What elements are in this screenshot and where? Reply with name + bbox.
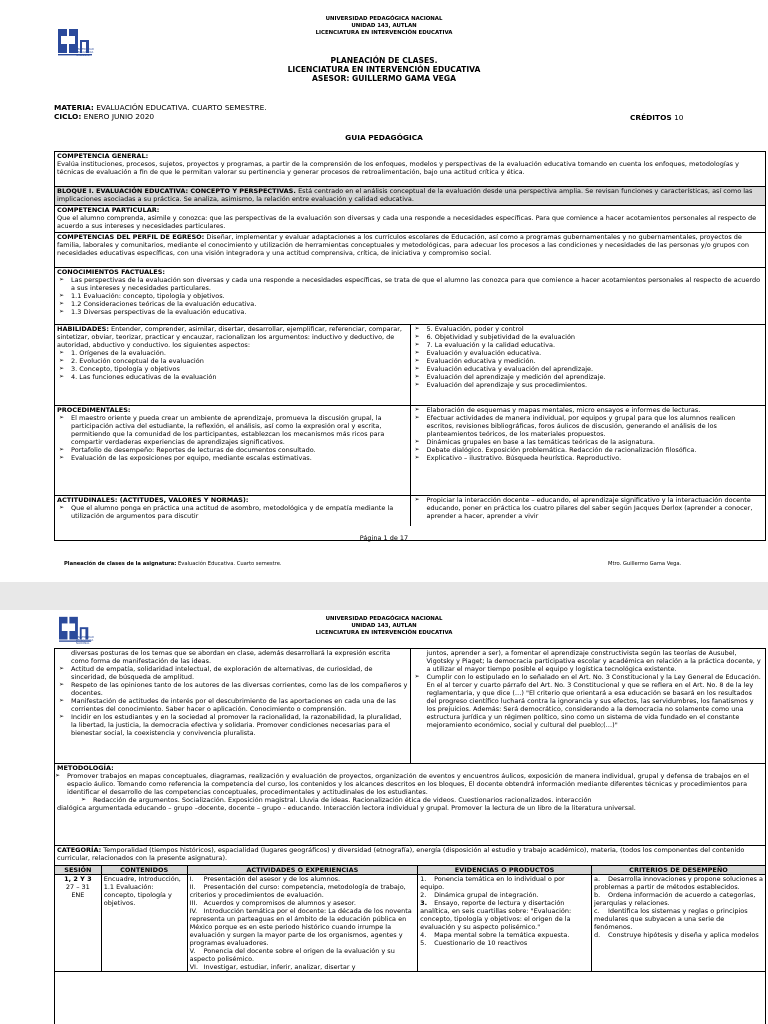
- list-item: ➢ Portafolio de desempeño: Reportes de lecturas de documentos consultado.: [71, 446, 408, 454]
- list-item: ➢ Las perspectivas de la evaluación son diversas y cada una responde a necesidades específicas, se trata de que el alumno las conozca para que comience a hacer acotamientos personales al respecto de acuerdo a sus intereses y necesidades particulares.: [71, 276, 763, 292]
- factuales-list: [57, 276, 763, 316]
- header-actividades: ACTIVIDADES O EXPERIENCIAS: [187, 866, 417, 875]
- list-item: ➢ 3. Concepto, tipología y objetivos: [71, 365, 408, 373]
- actitudinales: [55, 496, 765, 526]
- list-item: ➢ Redacción de argumentos. Socialización. Exposición magistral. Lluvia de ideas. Racionalización ética de videos. Cuestionarios racionalizados. interacción: [93, 796, 763, 804]
- metodologia-label: METODOLOGÍA:: [57, 764, 114, 772]
- logo-text: UNIVERSIDAD PEDAGÓGICA NACIONAL: [76, 48, 94, 57]
- title-asesor: ASESOR: GUILLERMO GAMA VEGA: [312, 74, 456, 83]
- unit-name: UNIDAD 143, AUTLAN: [351, 23, 417, 29]
- list-item: ➢ Evaluación educativa y medición.: [427, 357, 764, 365]
- procedimentales-left: [55, 406, 411, 495]
- page-2: [0, 610, 768, 1024]
- list-item: ➢ El maestro oriente y pueda crear un ambiente de aprendizaje, promueva la discusión grupal, la participación activa del estudiante, la reflexión, el análisis, así como la expresión oral y escrita, permitiendo que la comunidad de los participantes, establezcan los mecanismos más ricos para compartir verdaderas experiencias de aprendizajes significativos.: [71, 414, 408, 446]
- program-name: LICENCIATURA EN INTERVENCIÓN EDUCATIVA: [315, 630, 453, 636]
- list-item: ➢ 1.2 Consideraciones teóricas de la evaluación educativa.: [71, 300, 763, 308]
- footer-left-value: Evaluación Educativa. Cuarto semestre.: [177, 561, 282, 567]
- list-item: ➢ Manifestación de actitudes de interés por el descubrimiento de las aportaciones en cada una de las corrientes del conocimiento. Saber hacer o aplicación. Conocimiento o comprensión.: [71, 697, 408, 713]
- metodologia-tail: dialógica argumentada educando – grupo –docente, docente – grupo - educando. Interacción lectora individual y grupal. Promover la lectura de un libro de la literatura universal.: [57, 804, 636, 812]
- university-name: UNIVERSIDAD PEDAGÓGICA NACIONAL: [325, 616, 443, 622]
- actitudinales-cont-left: [55, 649, 411, 763]
- list-item: ➢ 6. Objetividad y subjetividad de la evaluación: [427, 333, 764, 341]
- criteria-item: d. Construye hipótesis y diseña y aplica modelos: [594, 931, 759, 939]
- metodologia-list: [57, 772, 763, 796]
- metodologia: [55, 764, 765, 846]
- header-evidencias: EVIDENCIAS O PRODUCTOS: [418, 866, 592, 875]
- evidence-item: 4. Mapa mental sobre la temática expuesta.: [420, 931, 570, 939]
- list-item: ➢ Dinámicas grupales en base a las temáticas teóricas de la asignatura.: [427, 438, 764, 446]
- program-name: LICENCIATURA EN INTERVENCIÓN EDUCATIVA: [315, 30, 453, 36]
- factuales-label: CONOCIMIENTOS FACTUALES:: [57, 268, 166, 276]
- evidence-item: 1. Ponencia temática en lo individual o por equipo.: [420, 875, 565, 891]
- creditos-value: 10: [674, 113, 684, 122]
- header-criterios: CRITERIOS DE DESEMPEÑO: [592, 866, 766, 875]
- activity-item: IV. Introducción temática por el docente: La década de los noventa representa un parteaguas en el ámbito de la educación pública en México porque es en este periodo histórico cuando irrumpe la evaluación y surgen la mayor parte de los organismos, agentes y programas evaluadores.: [189, 907, 412, 947]
- activity-item: VI. Investigar, estudiar, inferir, analizar, disertar y: [189, 963, 356, 971]
- list-item: ➢ Respeto de las opiniones tanto de los autores de las diversas corrientes, como las de los compañeros y docentes.: [71, 681, 408, 697]
- evidence-item: 3. Ensayo, reporte de lectura y disertación analítica, en seis cuartillas sobre: "Evaluación: concepto, tipología y objetivos: el origen de la evaluación y su aspecto polisémico.": [420, 899, 572, 931]
- competencia-general-label: COMPETENCIA GENERAL:: [57, 152, 149, 160]
- habilidades-text: Entender, comprender, asimilar, disertar, desarrollar, ejemplificar, referenciar, comparar, sintetizar, obviar, teorizar, practicar y encauzar, racionalizan los argumentos: inductivo y deductivo, de autoridad, abductivo y conductivo. los siguientes aspectos:: [57, 325, 402, 349]
- ciclo-value: ENERO JUNIO 2020: [83, 112, 155, 121]
- list-item: ➢ Evaluación del aprendizaje y medición del aprendizaje.: [427, 373, 764, 381]
- perfil-text: Diseñar, implementar y evaluar adaptaciones a los currículos escolares de Educación, así como a programas gubernamentales y no gubernamentales, proyectos de familia, laborales y comunitarios, mediante el conocimiento y utilización de herramientas conceptuales y metodológicas, para adecuar los procesos a las condiciones y necesidades de las personas y/o grupos con necesidades educativas específicas, con una visión integradora y una actitud comprensiva, crítica, de iniciativa y compromiso social.: [57, 233, 749, 257]
- evidence-item: 5. Cuestionario de 10 reactivos: [420, 939, 528, 947]
- title-licenciatura: LICENCIATURA EN INTERVENCIÓN EDUCATIVA: [287, 65, 481, 74]
- header-contenidos: CONTENIDOS: [101, 866, 187, 875]
- list-item: ➢ Cumplir con lo estipulado en lo señalado en el Art. No. 3 Constitucional y la Ley General de Educación. En el al tercer y cuarto párrafo del Art. No. 3 Constitucional y que se refiera en el Art. No. 8 de la ley reglamentaria, y que dice (…) "El criterio que orientará a esa educación se basará en los resultados del progreso científico luchará contra la ignorancia y sus efectos, las servidumbres, los fanatismos y los prejuicios. Además: Será democrático, considerando a la democracia no solamente como una estructura jurídica y un régimen político, sino como un sistema de vida fundado en el constante mejoramiento económico, social y cultural del pueblo;(…)": [427, 673, 764, 729]
- competencias-box: [54, 151, 766, 541]
- list-item: ➢ Evaluación y evaluación educativa.: [427, 349, 764, 357]
- metodologia-sublist: [57, 796, 763, 804]
- list-item: ➢ 1.1 Evaluación: concepto, tipología y objetivos.: [71, 292, 763, 300]
- actitudinales-cont-right: [411, 649, 766, 763]
- materia-line: [54, 103, 267, 112]
- list-item: ➢ Evaluación educativa y evaluación del aprendizaje.: [427, 365, 764, 373]
- habilidades-label: HABILIDADES:: [57, 325, 109, 333]
- habilidades-left: [55, 325, 411, 405]
- materia-label: MATERIA:: [54, 103, 94, 112]
- list-item: ➢ 4. Las funciones educativas de la evaluación: [71, 373, 408, 381]
- list-item: ➢ Propiciar la interacción docente – educando, el aprendizaje significativo y la interactuación docente educando, poner en práctica los cuatro pilares del saber según Jacques Derlox (aprender a conocer, aprender a hacer, aprender a vivir: [427, 496, 764, 520]
- competencia-particular: [55, 206, 765, 233]
- criteria-item: b. Ordena información de acuerdo a categorías, jerarquías y relaciones.: [594, 891, 756, 907]
- procedimentales-label: PROCEDIMENTALES:: [57, 406, 131, 414]
- criteria-item: a. Desarrolla innovaciones y propone soluciones a problemas a partir de métodos establecidos.: [594, 875, 763, 891]
- activity-item: II. Presentación del curso: competencia, metodología de trabajo, criterios y procedimientos de evaluación.: [189, 883, 406, 899]
- header-sesion: SESIÓN: [55, 866, 102, 875]
- table-row: [55, 875, 766, 972]
- competencia-general: [55, 152, 765, 187]
- actitudinales-cont-right-list: [413, 673, 764, 729]
- list-item: ➢ Promover trabajos en mapas conceptuales, diagramas, realización y evaluación de proyectos, organización de eventos y encuentros áulicos, exposición de manera individual, grupal y defensa de trabajos en el espacio áulico. Tomando como referencia la competencia del curso, los contenidos y los alcances descritos en los bloques, El docente obtendrá información mediante diferentes técnicas y procedimientos para identificar el desarrollo de las competencias conceptuales, procedimentales y actitudinales de los estudiantes.: [67, 772, 763, 796]
- title-planeacion: PLANEACIÓN DE CLASES.: [330, 56, 438, 65]
- footer-left: [64, 561, 464, 567]
- criteria-item: c. Identifica los sistemas y reglas o principios medulares que subyacen a una serie de fenómenos.: [594, 907, 748, 931]
- actitudinales-right-list: [413, 496, 764, 520]
- logo-text: UNIVERSIDAD PEDAGÓGICA NACIONAL: [76, 636, 94, 645]
- procedimentales-right: [411, 406, 766, 495]
- list-item: ➢ Efectuar actividades de manera individual, por equipos y grupal para que los alumnos realicen escritos, revisiones bibliográficas, foros áulicos de discusión, generando el análisis de los planteamientos teóricos, de los materiales propuestos.: [427, 414, 764, 438]
- actitudinales-left-list: [57, 504, 408, 520]
- competencia-general-text: Evalúa instituciones, procesos, sujetos, proyectos y programas, a partir de la comprensión de los enfoques, modelos y perspectivas de la evaluación educativa tomando en cuenta los enfoques, metodologías y técnicas de evaluación a fin de que le permitan valorar su pertinencia y generar procesos de retroalimentación, bajo una actitud crítica y ética.: [57, 160, 739, 176]
- guia-title: GUIA PEDAGÓGICA: [345, 133, 423, 142]
- habilidades-left-list: [57, 349, 408, 381]
- creditos-label: CRÉDITOS: [630, 113, 672, 122]
- activity-item: III. Acuerdos y compromisos de alumnos y asesor.: [189, 899, 356, 907]
- list-item: ➢ 7. La evaluación y la calidad educativa.: [427, 341, 764, 349]
- categoria: [55, 846, 765, 865]
- categoria-label: CATEGORÍA:: [57, 846, 102, 854]
- unit-name: UNIDAD 143, AUTLAN: [351, 623, 417, 629]
- cell-evidencias: [418, 875, 592, 972]
- table-header-row: [55, 866, 766, 875]
- sessions-table: [54, 865, 766, 972]
- actitudinales-cont-left-list: [57, 665, 408, 737]
- list-item: ➢ Explicativo – ilustrativo. Búsqueda heurística. Reproductivo.: [427, 454, 764, 462]
- list-item: ➢ Evaluación del aprendizaje y sus procedimientos.: [427, 381, 764, 389]
- list-item: ➢ Evaluación de las exposiciones por equipo, mediante escalas estimativas.: [71, 454, 408, 462]
- habilidades: [55, 325, 765, 406]
- list-item: ➢ Debate dialógico. Exposición problemática. Redacción de racionalización filosófica.: [427, 446, 764, 454]
- creditos-line: [630, 113, 683, 122]
- actitudinales-cont-right-top: juntos, aprender a ser), a fomentar el aprendizaje constructivista según las teorías de Ausubel, Vigotsky y Piaget; la democracia participativa escolar y académica en relación a la práctica docente, y a utilizar el mayor tiempo posible el equipo y logística tecnológica existente.: [426, 649, 761, 673]
- actitudinales-cont-left-top: diversas posturas de los temas que se abordan en clase, además desarrollará la expresión escrita como forma de manifestación de las ideas.: [71, 649, 391, 665]
- list-item: ➢ 2. Evolución conceptual de la evaluación: [71, 357, 408, 365]
- procedimentales-left-list: [57, 414, 408, 462]
- list-item: ➢ 1. Orígenes de la evaluación.: [71, 349, 408, 357]
- footer-left-label: Planeación de clases de la asignatura:: [64, 561, 177, 567]
- actitudinales-continued: [55, 649, 765, 764]
- competencia-particular-text: Que el alumno comprenda, asimile y conozca: que las perspectivas de la evaluación son diversas y cada una responde a necesidades específicas. Para que comience a hacer acotamientos personales al respecto de acuerdo a sus intereses y necesidades particulares.: [57, 214, 757, 230]
- procedimentales: [55, 406, 765, 496]
- habilidades-right-list: [413, 325, 764, 389]
- habilidades-right: [411, 325, 766, 405]
- page-number: Página 1 de 17: [359, 534, 409, 542]
- list-item: ➢ Actitud de empatía, solidaridad intelectual, de exploración de alternativas, de curiosidad, de sinceridad, de búsqueda de amplitud.: [71, 665, 408, 681]
- page-divider: [0, 582, 768, 610]
- activity-item: V. Ponencia del docente sobre el origen de la evaluación y su aspecto polisémico.: [189, 947, 395, 963]
- evidence-item: 2. Dinámica grupal de integración.: [420, 891, 539, 899]
- competencia-particular-label: COMPETENCIA PARTICULAR:: [57, 206, 160, 214]
- university-name: UNIVERSIDAD PEDAGÓGICA NACIONAL: [325, 16, 443, 22]
- cell-contenidos: Encuadre, Introducción, 1.1 Evaluación: concepto, tipología y objetivos.: [101, 875, 187, 972]
- footer-right: Mtro. Guillermo Gama Vega.: [608, 561, 682, 567]
- list-item: ➢ 1.3 Diversas perspectivas de la evaluación educativa.: [71, 308, 763, 316]
- session-month: ENE: [71, 891, 85, 899]
- ciclo-label: CICLO:: [54, 112, 82, 121]
- bloque-i-text: Está centrado en el análisis conceptual de la evaluación desde una perspectiva amplia. Se revisan funciones y características, así como las implicaciones asociadas a su práctica. Se analiza, asimismo, la relación entre evaluación y calidad educativa.: [57, 187, 753, 203]
- categoria-text: Temporalidad (tiempos históricos), espacialidad (lugares geográficos) y diversidad (etnografía), energía (disposición al estudio y trabajo académico), materia, (todos los componentes del contenido curricular, relacionados con la presente asignatura).: [57, 846, 745, 862]
- actitudinales-label: ACTITUDINALES: (ACTITUDES, VALORES Y NORMAS):: [57, 496, 249, 504]
- ciclo-line: [54, 112, 154, 121]
- actitudinales-right: [411, 496, 766, 526]
- bloque-i-label: BLOQUE I. EVALUACIÓN EDUCATIVA: CONCEPTO Y PERSPECTIVAS.: [57, 187, 296, 195]
- activity-item: I. Presentación del asesor y de los alumnos.: [189, 875, 341, 883]
- procedimentales-right-list: [413, 406, 764, 462]
- perfil-label: COMPETENCIAS DEL PERFIL DE EGRESO:: [57, 233, 205, 241]
- materia-value: EVALUACIÓN EDUCATIVA. CUARTO SEMESTRE.: [96, 103, 267, 112]
- cell-actividades: [187, 875, 417, 972]
- cell-criterios: [592, 875, 766, 972]
- bloque-i: [55, 187, 765, 206]
- actitudinales-left: [55, 496, 411, 526]
- session-dates: 27 – 31: [65, 883, 90, 891]
- conocimientos-factuales: [55, 268, 765, 325]
- list-item: ➢ Elaboración de esquemas y mapas mentales, micro ensayos e informes de lecturas.: [427, 406, 764, 414]
- list-item: ➢ Que el alumno ponga en práctica una actitud de asombro, metodológica y de empatía mediante la utilización de argumentos para discutir: [71, 504, 408, 520]
- session-days: 1, 2 Y 3: [64, 875, 92, 883]
- list-item: ➢ Incidir en los estudiantes y en la sociedad al promover la racionalidad, la razonabilidad, la pluralidad, la libertad, la justicia, la democracia efectiva y solidaria. Promover condiciones necesarias para el bienestar social, la coexistencia y convivencia pluralista.: [71, 713, 408, 737]
- cell-sesion: [55, 875, 102, 972]
- list-item: ➢ 5. Evaluación, poder y control: [427, 325, 764, 333]
- competencias-perfil: [55, 233, 765, 268]
